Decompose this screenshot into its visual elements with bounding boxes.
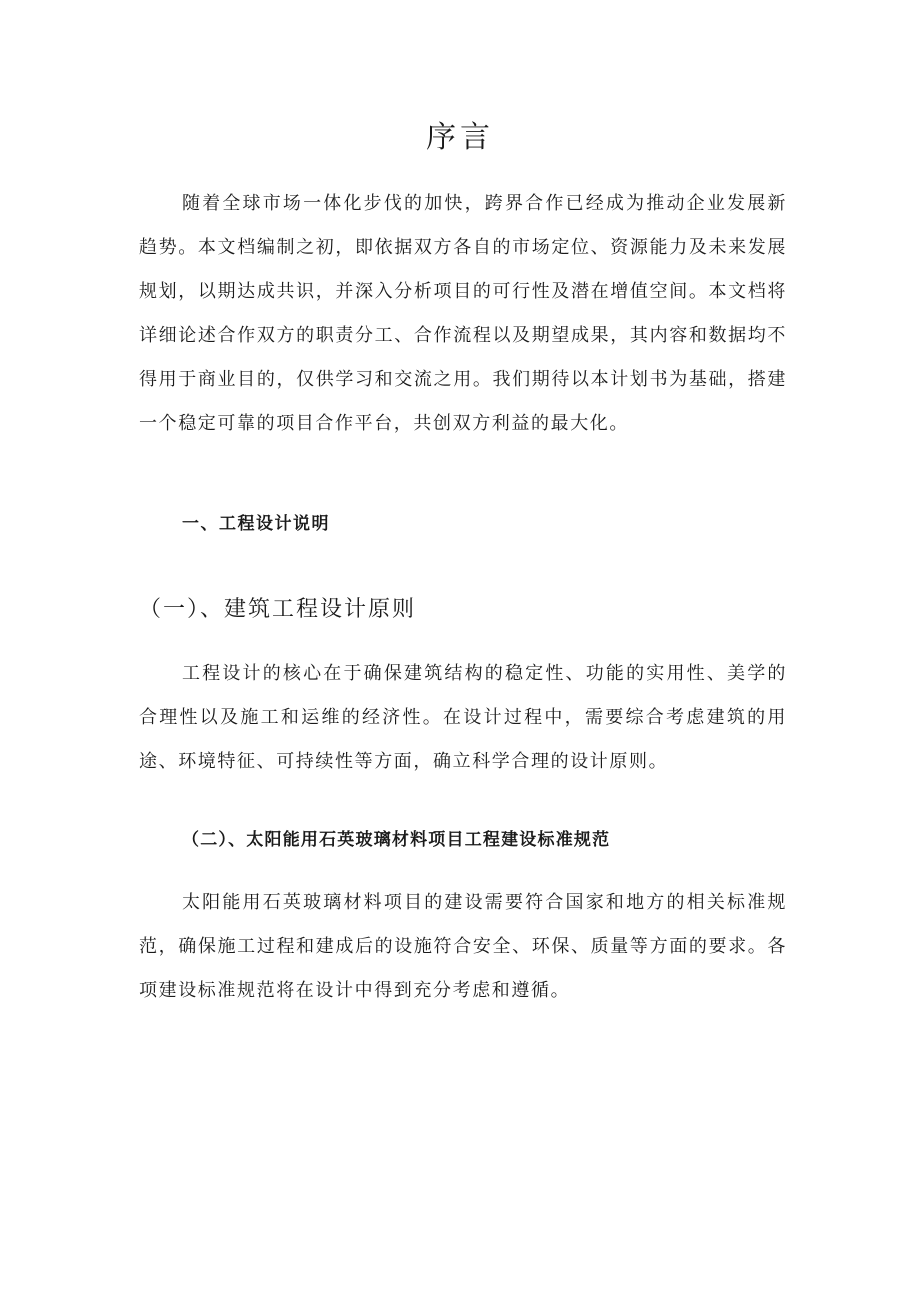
intro-paragraph: 随着全球市场一体化步伐的加快，跨界合作已经成为推动企业发展新趋势。本文档编制之初，即依据双方各自的市场定位、资源能力及未来发展规划，以期达成共识，并深入分析项目的可行性及潜在增值空间。本文档将详细论述合作双方的职责分工、合作流程以及期望成果，其内容和数据均不得用于商业目的，仅供学习和交流之用。我们期待以本计划书为基础，搭建一个稳定可靠的项目合作平台，共创双方利益的最大化。 [139, 193, 787, 434]
standards-paragraph: 太阳能用石英玻璃材料项目的建设需要符合国家和地方的相关标准规范，确保施工过程和建成后的设施符合安全、环保、质量等方面的要求。各项建设标准规范将在设计中得到充分考虑和遵循。 [139, 892, 787, 1001]
document-title: 序言 [426, 120, 494, 155]
subsection-heading-design-principles: （一）、建筑工程设计原则 [139, 597, 417, 622]
section-heading-engineering-design: 一、工程设计说明 [182, 514, 330, 534]
design-principles-paragraph: 工程设计的核心在于确保建筑结构的稳定性、功能的实用性、美学的合理性以及施工和运维的经济性。在设计过程中，需要综合考虑建筑的用途、环境特征、可持续性等方面，确立科学合理的设计原则。 [139, 663, 787, 772]
subsection-heading-standards: （二）、太阳能用石英玻璃材料项目工程建设标准规范 [182, 830, 611, 850]
